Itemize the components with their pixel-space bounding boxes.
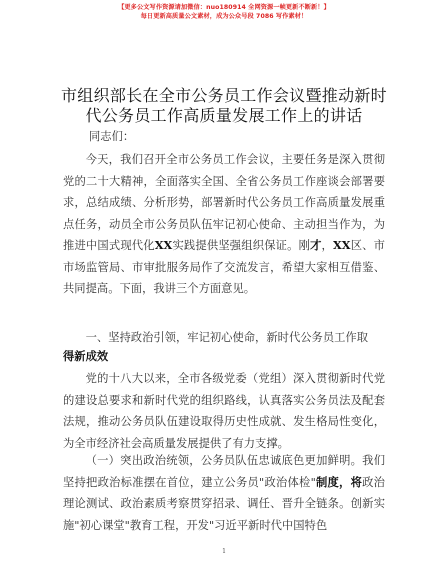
- paragraph-intro-xx: XX: [154, 238, 173, 252]
- title-line-1: 市组织部长在全市公务员工作会议暨推动新时: [60, 86, 387, 105]
- paragraph-achievements: 党的十八大以来，全市各级党委（党组）深入贯彻新时代党的建设总要求和新时代党的组织路线，认真落实公务员法及配套法规，推动公务员队伍建设取得历史性成就、发生格局性变化，为全市经济社会高质量发展提供了有力支撑。: [63, 372, 385, 450]
- paragraph-political-leadership: [63, 450, 385, 536]
- promo-banner: [0, 4, 448, 21]
- promo-banner-line-2: 每日更新高质量公文素材，成为公众号段 7086 写作素材！: [140, 12, 308, 20]
- paragraph-intro-text-c: ，: [321, 239, 334, 252]
- document-title: [44, 86, 404, 126]
- paragraph-political-text-a: （一）突出政治统领，公务员队伍忠诚底色更加鲜明。我们坚持把政治标准摆在首位，建立公务员"政治体检": [63, 454, 385, 489]
- section-heading-1-continued: [63, 346, 385, 368]
- paragraph-intro-text-d: 区、市市场监管局、市审批服务局作了交流发言，希望大家相互借鉴、共同提高。下面，我讲三个方面意见。: [63, 239, 385, 295]
- section-heading-1-text-a: 一、坚持政治引领，牢记初心使命，新时代公务员工作取: [85, 331, 369, 344]
- paragraph-intro-cai: 才: [310, 238, 322, 252]
- greeting: 同志们：: [89, 130, 135, 143]
- page-number: 1: [222, 548, 226, 555]
- paragraph-political-text-b: 政治理论测试、政治素质考察贯穿招录、调任、晋升全链条。创新实施"初心课堂"教育工程，开发"习近平新时代中国特色: [63, 475, 385, 532]
- paragraph-political-zhidu: 制度，: [315, 474, 351, 489]
- paragraph-political-jiang: 将: [350, 474, 363, 489]
- title-line-2: 代公务员工作高质量发展工作上的讲话: [85, 106, 363, 125]
- paragraph-intro-xx2: XX: [333, 238, 351, 252]
- promo-banner-line-1: 【更多公文写作资源请加微信：nuo180914 全网资源一帧更新不断新！】: [118, 4, 330, 11]
- section-heading-1-text-b: 得新成效: [63, 349, 109, 363]
- paragraph-intro: [63, 149, 385, 300]
- paragraph-intro-text-a: 今天，我们召开全市公务员工作会议，主要任务是深入贯彻党的二十大精神，全面落实全国、全省公务员工作座谈会部署要求，总结成绩、分析形势，部署新时代公务员工作高质量发展重点任务，动员全市公务员队伍牢记初心使命、主动担当作为，为推进中国式现代化: [63, 153, 385, 252]
- paragraph-intro-text-b: 实践提供坚强组织保证。刚: [172, 239, 311, 252]
